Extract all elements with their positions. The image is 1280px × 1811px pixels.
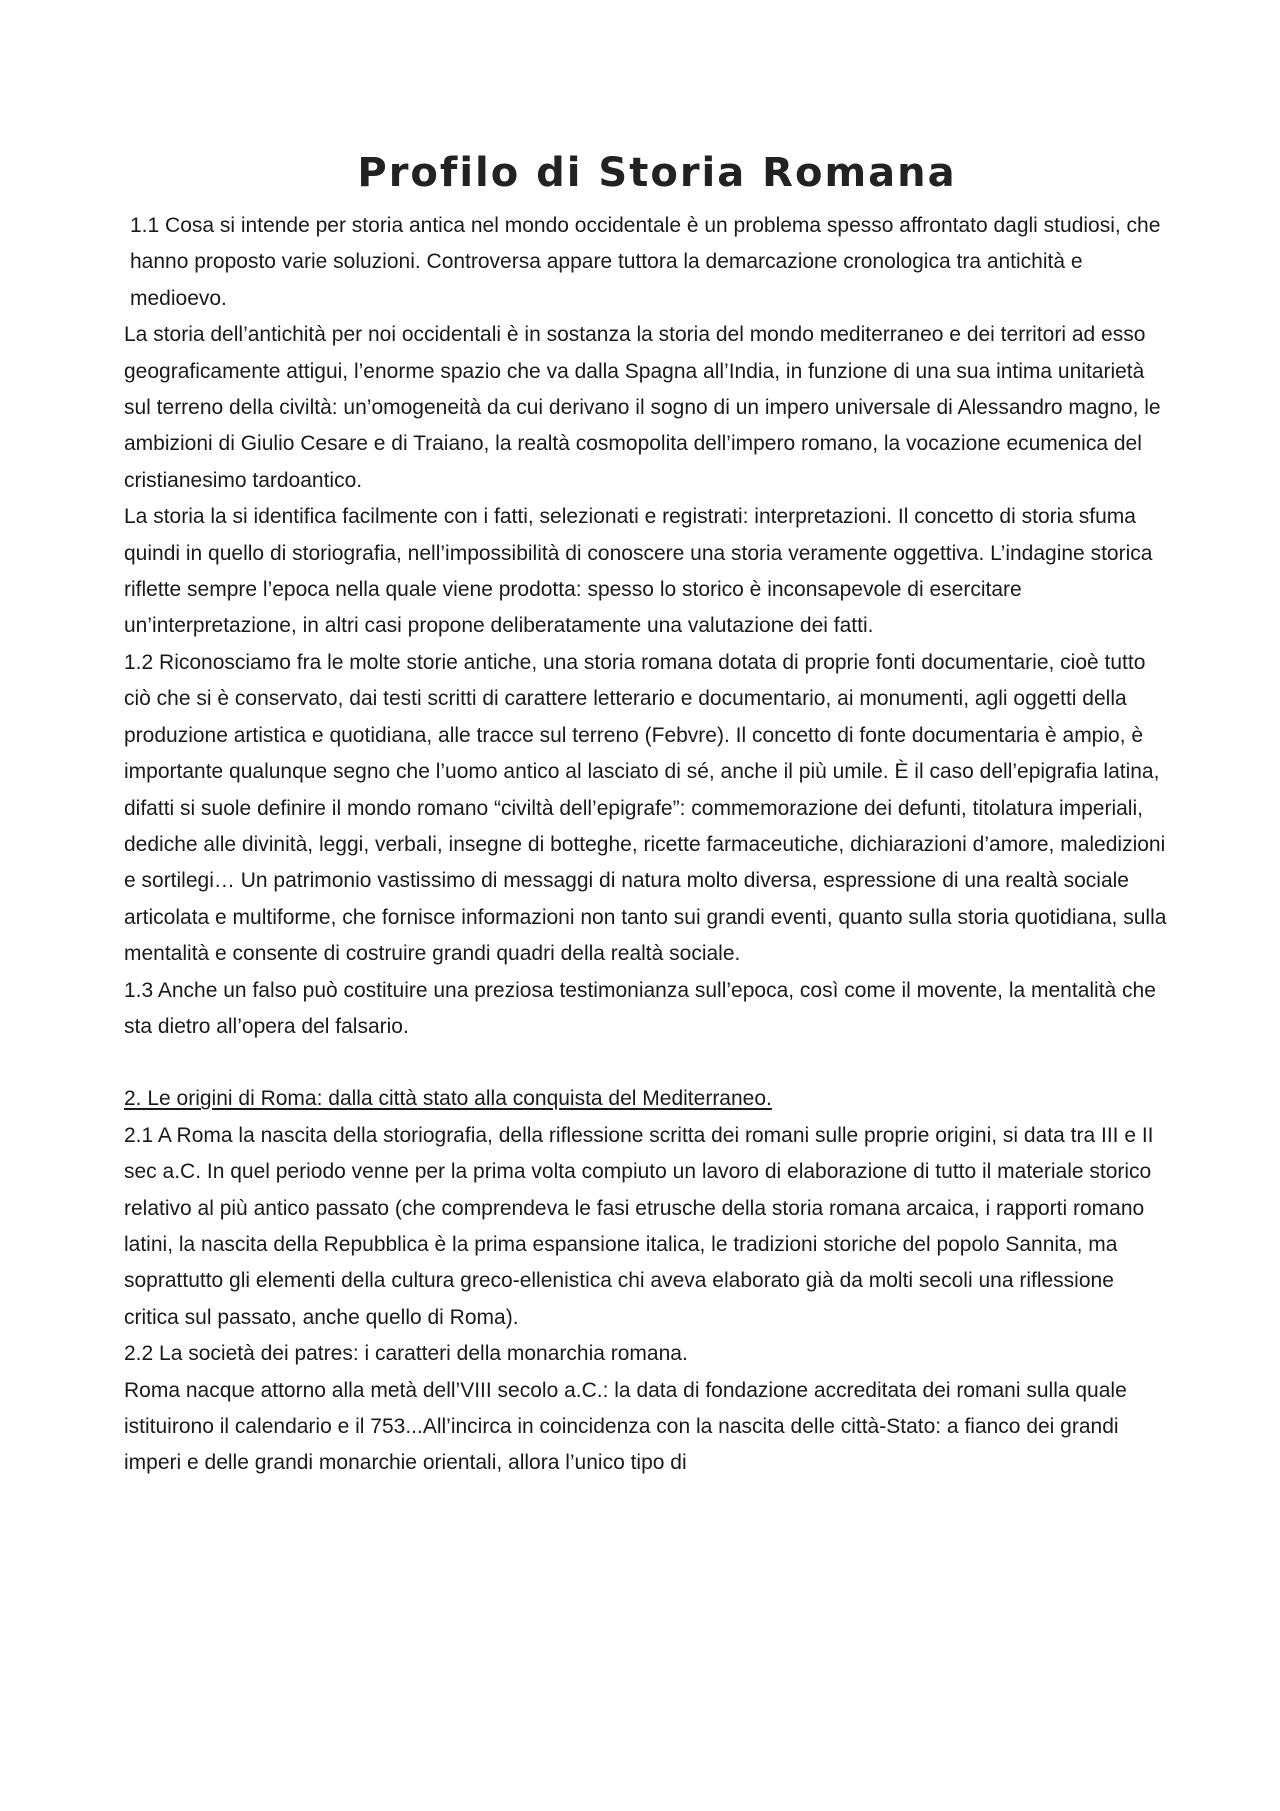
paragraph-storiografia: La storia la si identifica facilmente con i fatti, selezionati e registrati: interpretazioni. Il concetto di storia sfuma quindi in quello di storiografia, nell’impossibilità di conoscere una storia veramente oggettiva. L’indagine storica riflette sempre l’epoca nella quale viene prodotta: spesso lo storico è inconsapevole di esercitare un’interpretazione, in altri casi propone deliberatamente una valutazione dei fatti.	[124, 505, 1153, 638]
section-spacer	[124, 1045, 1170, 1081]
paragraph-1-2: 1.2 Riconosciamo fra le molte storie antiche, una storia romana dotata di proprie fonti documentarie, cioè tutto ciò che si è conservato, dai testi scritti di carattere letterario e documentario, ai monumenti, agli oggetti della produzione artistica e quotidiana, alle tracce sul terreno (Febvre). Il concetto di fonte documentaria è ampio, è importante qualunque segno che l’uomo antico al lasciato di sé, anche il più umile. È il caso dell’epigrafia latina, difatti si suole definire il mondo romano “civiltà dell’epigrafe”: commemorazione dei defunti, titolatura imperiali, dediche alle divinità, leggi, verbali, insegne di botteghe, ricette farmaceutiche, dichiarazioni d’amore, maledizioni e sortilegi… Un patrimonio vastissimo di messaggi di natura molto diversa, espressione di una realtà sociale articolata e multiforme, che fornisce informazioni non tanto sui grandi eventi, quanto sulla storia quotidiana, sulla mentalità e consente di costruire grandi quadri della realtà sociale.	[124, 650, 1167, 966]
paragraph-1-1: 1.1 Cosa si intende per storia antica nel mondo occidentale è un problema spesso affrontato dagli studiosi, che hanno proposto varie soluzioni. Controversa appare tuttora la demarcazione cronologica tra antichità e medioevo.	[130, 214, 1161, 310]
paragraph-2-2: 2.2 La società dei patres: i caratteri della monarchia romana.	[124, 1342, 688, 1366]
paragraph-2-1: 2.1 A Roma la nascita della storiografia, della riflessione scritta dei romani sulle proprie origini, si data tra III e II sec a.C. In quel periodo venne per la prima volta compiuto un lavoro di elaborazione di tutto il materiale storico relativo al più antico passato (che comprendeva le fasi etrusche della storia romana arcaica, i rapporti romano latini, la nascita della Repubblica è la prima espansione italica, le tradizioni storiche del popolo Sannita, ma soprattutto gli elementi della cultura greco-ellenistica chi aveva elaborato già da molti secoli una riflessione critica sul passato, anche quello di Roma).	[124, 1123, 1154, 1329]
document-title: Profilo di Storia Romana	[357, 150, 957, 196]
paragraph-antichita: La storia dell’antichità per noi occidentali è in sostanza la storia del mondo mediterraneo e dei territori ad esso geograficamente attigui, l’enorme spazio che va dalla Spagna all’India, in funzione di una sua intima unitarietà sul terreno della civiltà: un’omogeneità da cui derivano il sogno di un impero universale di Alessandro magno, le ambizioni di Giulio Cesare e di Traiano, la realtà cosmopolita dell’impero romano, la vocazione ecumenica del cristianesimo tardoantico.	[124, 323, 1161, 492]
paragraph-1-3: 1.3 Anche un falso può costituire una preziosa testimonianza sull’epoca, così come il movente, la mentalità che sta dietro all’opera del falsario.	[124, 978, 1156, 1038]
paragraph-roma-nascita: Roma nacque attorno alla metà dell’VIII secolo a.C.: la data di fondazione accreditata dei romani sulla quale istituirono il calendario e il 753...All’incirca in coincidenza con la nascita delle città-Stato: a fianco dei grandi imperi e delle grandi monarchie orientali, allora l’unico tipo di	[124, 1378, 1127, 1475]
section-heading: 2. Le origini di Roma: dalla città stato alla conquista del Mediterraneo.	[124, 1087, 772, 1111]
